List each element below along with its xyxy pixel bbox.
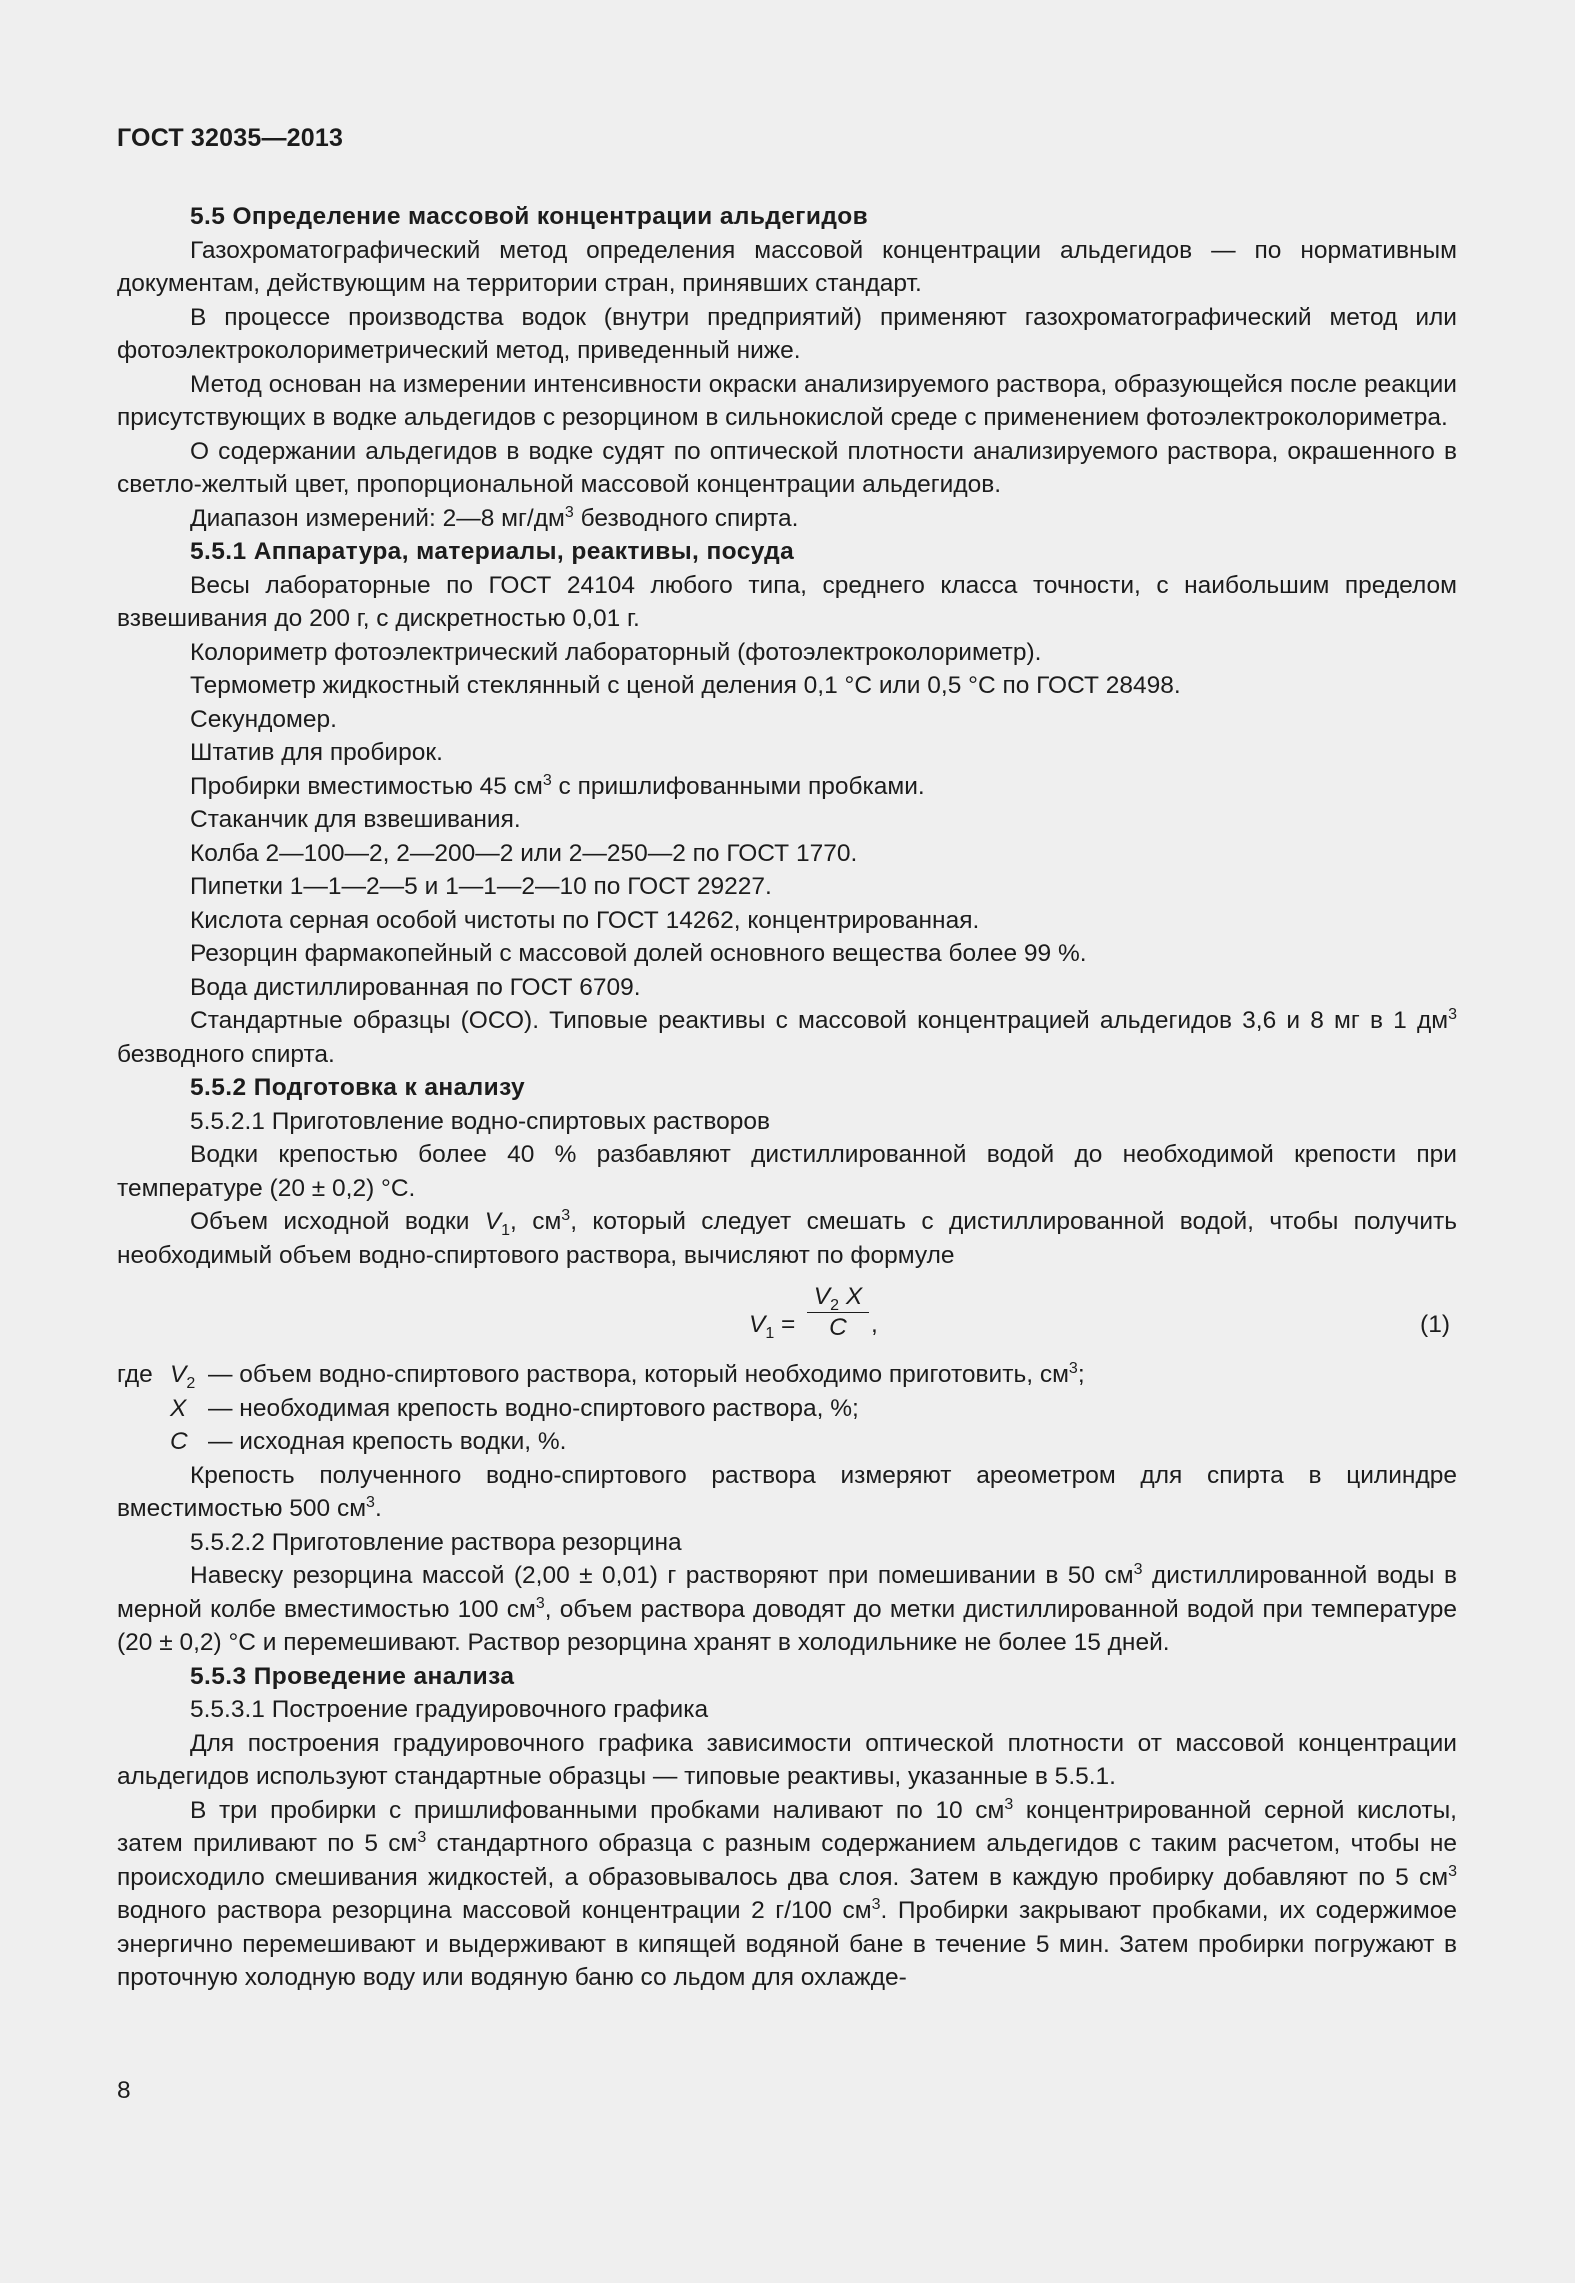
formula-lhs: $V_1$ [749, 1311, 775, 1342]
paragraph: О содержании альдегидов в водке судят по оптической плотности анализируемого раствора, окрашенного в светло-желтый цвет, пропорциональной массовой концентрации альдегидов. [117, 437, 1457, 498]
equipment-item: Стандартные образцы (ОСО). Типовые реактивы с массовой концентрацией альдегидов 3,6 и 8 мг в 1 $дм^3$ безводного спирта. [117, 1005, 1457, 1068]
equipment-item: Пипетки 1—1—2—5 и 1—1—2—10 по ГОСТ 29227. [190, 873, 772, 900]
equipment-item: Вода дистиллированная по ГОСТ 6709. [190, 973, 641, 1001]
equipment-item: Колба 2—100—2, 2—200—2 или 2—250—2 по ГОСТ 1770. [190, 839, 858, 867]
equipment-item: Пробирки вместимостью 45 $см^3$ с пришлифованными пробками. [190, 771, 925, 800]
paragraph: Крепость полученного водно-спиртового раствора измеряют ареометром для спирта в цилиндре вместимостью 500 $см^3$. [117, 1461, 1457, 1522]
equipment-item: Кислота серная особой чистоты по ГОСТ 14262, концентрированная. [190, 906, 980, 934]
paragraph: Навеску резорцина массой (2,00 ± 0,01) г растворяют при помешивании в 50 $см^3$ дистиллированной воды в мерной колбе вместимостью 100 $см^3$, объем раствора доводят до метки дистиллированной водой при температуре (20 ± 0,2) °С и перемешивают. Раствор резорцина хранят в холодильнике не более 15 дней. [117, 1560, 1457, 1656]
formula-1 [117, 1272, 1457, 1358]
measurement-range: Диапазон измерений: 2—8 $мг/дм^3$ безводного спирта. [190, 503, 799, 532]
paragraph: Объем исходной водки $V_1$, $см^3$, который следует смешать с дистиллированной водой, чтобы получить необходимый объем водно-спиртового раствора, вычисляют по формуле [117, 1206, 1457, 1269]
paragraph: В процессе производства водок (внутри предприятий) применяют газохроматографический метод или фотоэлектроколориметрический метод, приведенный ниже. [117, 303, 1457, 364]
equipment-item: Термометр жидкостный стеклянный с ценой деления 0,1 °С или 0,5 °С по ГОСТ 28498. [190, 672, 1181, 699]
definition-x: X — необходимая крепость водно-спиртового раствора, %; [170, 1394, 859, 1422]
formula-number: (1) [1420, 1311, 1450, 1338]
formula-comma: , [871, 1311, 878, 1338]
paragraph: В три пробирки с пришлифованными пробками наливают по 10 $см^3$ концентрированной серной кислоты, затем приливают по 5 $см^3$ стандартного образца с разным содержанием альдегидов с таким расчетом, чтобы не происходило смешивания жидкостей, а образовывалось два слоя. Затем в каждую пробирку добавляют по 5 $см^3$ водного раствора резорцина массовой концентрации 2 г/100 $см^3$. Пробирки закрывают пробками, их содержимое энергично перемешивают и выдерживают в кипящей водяной бане в течение 5 мин. Затем пробирки погружают в проточную холодную воду или водяную баню со льдом для охлажде- [117, 1795, 1457, 1991]
document-header: ГОСТ 32035—2013 [117, 124, 344, 152]
paragraph: Водки крепостью более 40 % разбавляют дистиллированной водой до необходимой крепости при температуре (20 ± 0,2) °С. [117, 1141, 1457, 1202]
definition-v2: где $V_2$ — объем водно-спиртового раствора, который необходимо приготовить, $см^3$; [117, 1359, 1085, 1392]
page-number: 8 [117, 2077, 131, 2104]
equipment-item: Колориметр фотоэлектрический лабораторный (фотоэлектроколориметр). [190, 638, 1042, 666]
subsection-title: 5.5.3.1 Построение градуировочного графика [190, 1696, 709, 1723]
subsection-title: 5.5.2.2 Приготовление раствора резорцина [190, 1528, 682, 1556]
formula-numerator: $V_2$ X [807, 1282, 869, 1313]
equipment-item: Секундомер. [190, 705, 337, 733]
paragraph: Для построения градуировочного графика зависимости оптической плотности от массовой концентрации альдегидов используют стандартные образцы — типовые реактивы, указанные в 5.5.1. [117, 1729, 1457, 1790]
formula-denominator: C [829, 1314, 847, 1341]
document-body [117, 200, 1457, 1995]
subsection-title: 5.5.2.1 Приготовление водно-спиртовых растворов [190, 1107, 771, 1135]
equipment-item: Стаканчик для взвешивания. [190, 806, 521, 833]
equipment-item: Резорцин фармакопейный с массовой долей основного вещества более 99 %. [190, 940, 1087, 967]
equipment-item: Весы лабораторные по ГОСТ 24104 любого типа, среднего класса точности, с наибольшим пределом взвешивания до 200 г, с дискретностью 0,01 г. [117, 571, 1457, 632]
paragraph: Метод основан на измерении интенсивности окраски анализируемого раствора, образующейся после реакции присутствующих в водке альдегидов с резорцином в сильнокислой среде с применением фотоэлектроколориметра. [117, 370, 1457, 431]
definition-c: C — исходная крепость водки, %. [170, 1428, 567, 1455]
section-5-5-3-title: 5.5.3 Проведение анализа [190, 1662, 515, 1690]
section-5-5-title: 5.5 Определение массовой концентрации альдегидов [190, 203, 869, 230]
section-5-5-1-title: 5.5.1 Аппаратура, материалы, реактивы, посуда [190, 538, 795, 565]
equipment-item: Штатив для пробирок. [190, 739, 443, 766]
formula-equals: = [781, 1311, 796, 1338]
section-5-5-2-title: 5.5.2 Подготовка к анализу [190, 1074, 526, 1101]
paragraph: Газохроматографический метод определения массовой концентрации альдегидов — по нормативным документам, действующим на территории стран, принявших стандарт. [117, 236, 1457, 297]
formula-fraction [807, 1282, 869, 1343]
